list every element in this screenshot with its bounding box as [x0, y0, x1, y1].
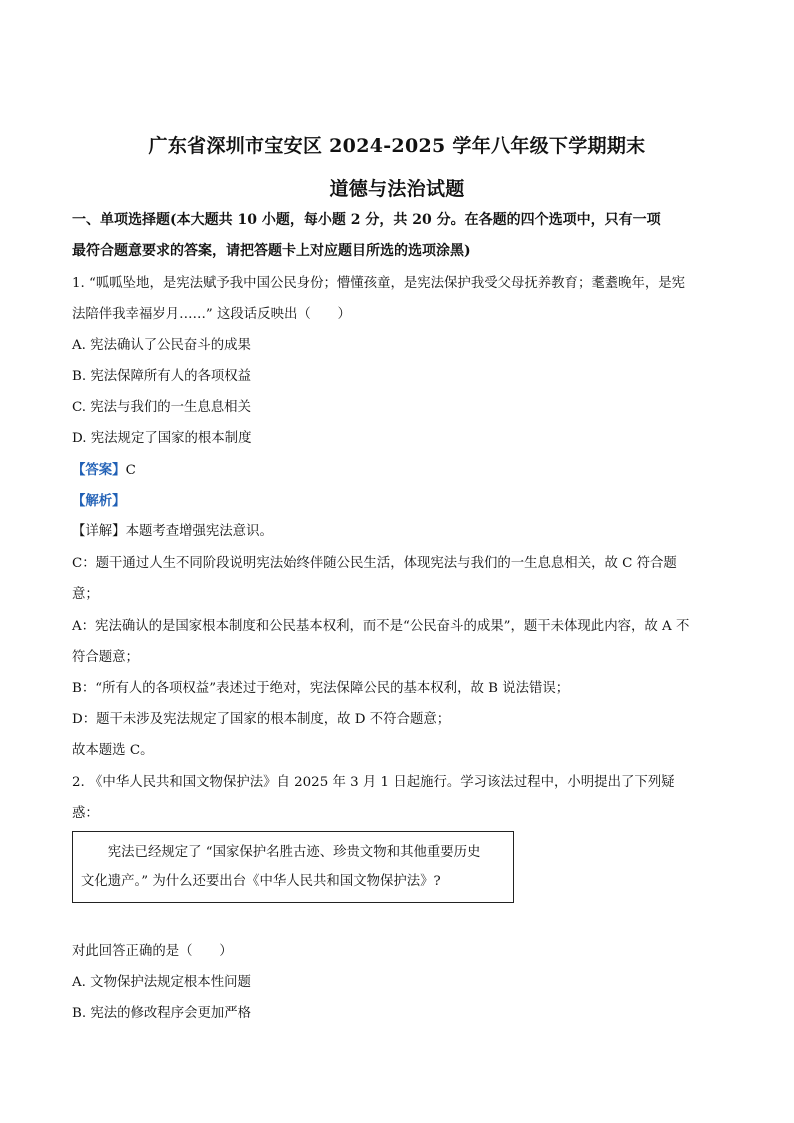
- q2-option-a: A. 文物保护法规定根本性问题: [72, 975, 251, 990]
- q2-option-b: B. 宪法的修改程序会更加严格: [72, 1006, 252, 1021]
- q1-option-c: C. 宪法与我们的一生息息相关: [72, 400, 251, 415]
- q2-quote-line2: 文化遗产。” 为什么还要出台《中华人民共和国文物保护法》?: [81, 874, 441, 889]
- q1-explain-b: B：“所有人的各项权益”表述过于绝对，宪法保障公民的基本权利，故 B 说法错误；: [72, 681, 570, 696]
- q1-explain-d: D：题干未涉及宪法规定了国家的根本制度，故 D 不符合题意；: [72, 712, 451, 727]
- q2-stem-cont: 惑：: [72, 806, 99, 821]
- document-title: 广东省深圳市宝安区 2024-2025 学年八年级下学期期末: [148, 135, 646, 157]
- detail-text: 本题考查增强宪法意识。: [125, 524, 273, 539]
- q1-explain-a-cont: 符合题意；: [72, 650, 139, 665]
- q1-explain-a: A：宪法确认的是国家根本制度和公民基本权利，而不是“公民奋斗的成果”，题干未体现此内容，故 A 不: [72, 619, 690, 634]
- document-subtitle: 道德与法治试题: [329, 178, 465, 200]
- q1-stem: 1. “呱呱坠地，是宪法赋予我中国公民身份；懵懂孩童，是宪法保护我受父母抚养教育；耄耋晚年，是宪: [72, 276, 686, 291]
- q1-explain-c-cont: 意；: [72, 587, 99, 602]
- q1-conclusion: 故本题选 C。: [72, 743, 154, 758]
- q1-stem-cont: 法陪伴我幸福岁月……” 这段话反映出（ ）: [72, 307, 351, 322]
- detail-tag: 【详解】: [72, 524, 126, 539]
- q2-quote-line1: 宪法已经规定了 “国家保护名胜古迹、珍贵文物和其他重要历史: [81, 845, 481, 860]
- q1-option-d: D. 宪法规定了国家的根本制度: [72, 431, 252, 446]
- q1-answer: [72, 459, 732, 482]
- answer-tag: 【答案】: [72, 462, 126, 478]
- q1-analysis: [72, 490, 732, 513]
- section-heading: 一、单项选择题(本大题共 10 小题，每小题 2 分，共 20 分。在各题的四个选项中，只有一项: [72, 212, 661, 228]
- q1-option-b: B. 宪法保障所有人的各项权益: [72, 369, 252, 384]
- q1-detail: [72, 521, 732, 543]
- q2-stem: 2. 《中华人民共和国文物保护法》自 2025 年 3 月 1 日起施行。学习该法过程中，小明提出了下列疑: [72, 775, 675, 790]
- q2-prompt: 对此回答正确的是（ ）: [72, 944, 233, 959]
- q1-option-a: A. 宪法确认了公民奋斗的成果: [72, 338, 251, 353]
- q2-quote-box: [72, 831, 514, 903]
- q1-explain-c: C：题干通过人生不同阶段说明宪法始终伴随公民生活，体现宪法与我们的一生息息相关，故 C 符合题: [72, 556, 677, 571]
- analysis-tag: 【解析】: [72, 493, 126, 509]
- section-heading-cont: 最符合题意要求的答案，请把答题卡上对应题目所选的选项涂黑): [72, 243, 471, 259]
- answer-value: C: [125, 463, 136, 478]
